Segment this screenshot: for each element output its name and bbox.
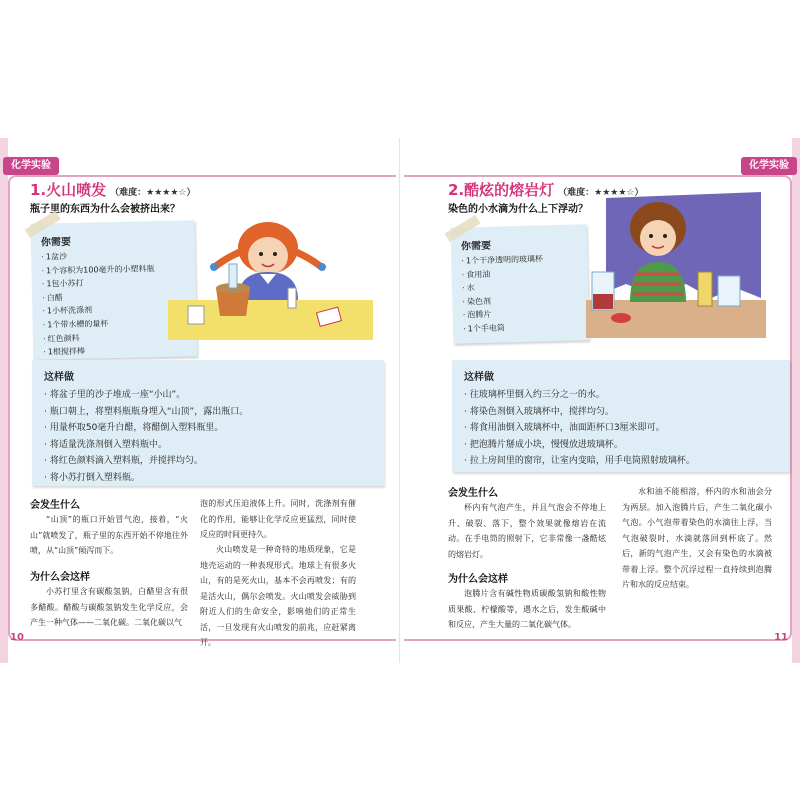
step-item: · 往玻璃杯里倒入约三分之一的水。 [464,387,780,404]
steps-panel [452,360,790,472]
what-happens-heading: 会发生什么 [30,500,80,511]
step-item: · 把泡腾片掰成小块，慢慢放进玻璃杯。 [464,437,780,454]
steps-title: 这样做 [464,372,494,383]
why-text: 泡腾片含有碱性物质碳酸氢钠和酸性物质果酸、柠檬酸等，遇水之后，发生酸碱中和反应，产生大量的二氧化碳气体。 [448,589,606,629]
difficulty-rating: （难度：★★★★☆） [110,188,196,198]
page-left [0,138,400,663]
step-item: · 将红色颜料滴入塑料瓶，并搅拌均匀。 [44,453,374,470]
tab-chemistry-right: 化学实验 [741,157,797,175]
why-heading: 为什么会这样 [30,572,90,583]
girl-lavalamp-illustration [586,188,766,338]
step-item: · 将小苏打倒入塑料瓶。 [44,470,374,487]
step-item: · 拉上房间里的窗帘，让室内变暗，用手电筒照射玻璃杯。 [464,453,780,470]
why-text: 小苏打里含有碳酸氢钠，白醋里含有很多醋酸。醋酸与碳酸氢钠发生化学反应，会产生一种气体——二氧化碳。二氧化碳以气 [30,587,188,627]
material-item: · 红色颜料 [43,329,189,346]
materials-title: 你需要 [40,236,72,249]
face [248,237,288,275]
right-side-strip [792,138,800,663]
experiment-title-text: 1.火山喷发 [30,181,107,199]
volcano-pot [216,264,250,316]
experiment-title-text: 2.酷炫的熔岩灯 [448,181,555,199]
material-item: · 1根搅拌棒 [43,343,189,360]
material-item: · 白醋 [42,288,188,305]
material-item: · 1个手电筒 [463,319,581,336]
column2-text-b: 火山喷发是一种奇特的地质现象，它是地壳运动的一种表现形式。地球上有很多火山，有的是死火山，基本不会再喷发；有的是活火山，偶尔会喷发。火山喷发会威胁到附近人们的生命安全，影响他们的正常生活，一旦发现有火山喷发的前兆，应赶紧离开。 [200,545,356,647]
book-spread [0,138,800,663]
material-item: · 染色剂 [462,292,580,309]
page-number-right: 11 [774,632,788,643]
left-side-strip [0,138,8,663]
experiment-title [30,179,195,200]
step-item: · 将盆子里的沙子堆成一座“小山”。 [44,387,374,404]
column2-text-a: 泡的形式压迫液体上升。同时，洗涤剂有催化的作用，能够让化学反应更猛烈，同时使反应的时间更持久。 [200,499,356,539]
face [640,220,676,256]
material-item: · 食用油 [462,265,580,282]
page-right [400,138,800,663]
page-number-left: 10 [10,632,24,643]
why-heading: 为什么会这样 [448,574,508,585]
materials-title: 你需要 [460,240,492,253]
what-happens-heading: 会发生什么 [448,488,498,499]
material-item: · 泡腾片 [463,306,581,323]
materials-note [451,224,590,344]
material-item: · 1个容积为100毫升的小塑料瓶 [41,261,187,278]
what-happens-text: “山顶”的瓶口开始冒气泡，接着，“火山”就喷发了，瓶子里的东西开始不停地往外喷，从“山顶”倾泻而下。 [30,515,188,555]
tab-chemistry-left: 化学实验 [3,157,59,175]
girl-volcano-illustration [168,210,373,340]
difficulty-rating: （难度：★★★★☆） [558,188,644,198]
experiment-question: 瓶子里的东西为什么会被挤出来？ [30,204,180,215]
step-item: · 用量杯取50毫升白醋，将醋倒入塑料瓶里。 [44,420,374,437]
material-item: · 1盆沙 [41,247,187,264]
step-item: · 将适量洗涤剂倒入塑料瓶中。 [44,437,374,454]
column2-text: 水和油不能相溶，杯内的水和油会分为两层。加入泡腾片后，产生二氧化碳小气泡。小气泡带着染色的水滴往上浮，当气泡破裂时，水滴就落回到杯底了。然后，新的气泡产生，又会有染色的水滴被带着上浮。整个沉浮过程一直持续到泡腾片和水的反应结束。 [622,487,772,589]
material-item: · 1小杯洗涤剂 [42,302,188,319]
material-item: · 1包小苏打 [42,275,188,292]
step-item: · 瓶口朝上，将塑料瓶瓶身埋入“山顶”，露出瓶口。 [44,404,374,421]
steps-panel [32,360,384,486]
what-happens-text: 杯内有气泡产生，并且气泡会不停地上升、破裂、落下，整个效果就像熔岩在流动。在手电筒的照射下，它非常像一盏酷炫的熔岩灯。 [448,503,606,559]
material-item: · 水 [462,279,580,296]
material-item: · 1个干净透明的玻璃杯 [461,251,579,268]
experiment-question: 染色的小水滴为什么上下浮动？ [448,204,588,215]
material-item: · 1个带水槽的量杯 [43,315,189,332]
steps-title: 这样做 [44,372,74,383]
step-item: · 将染色剂倒入玻璃杯中，搅拌均匀。 [464,404,780,421]
step-item: · 将食用油倒入玻璃杯中，油面距杯口3厘米即可。 [464,420,780,437]
